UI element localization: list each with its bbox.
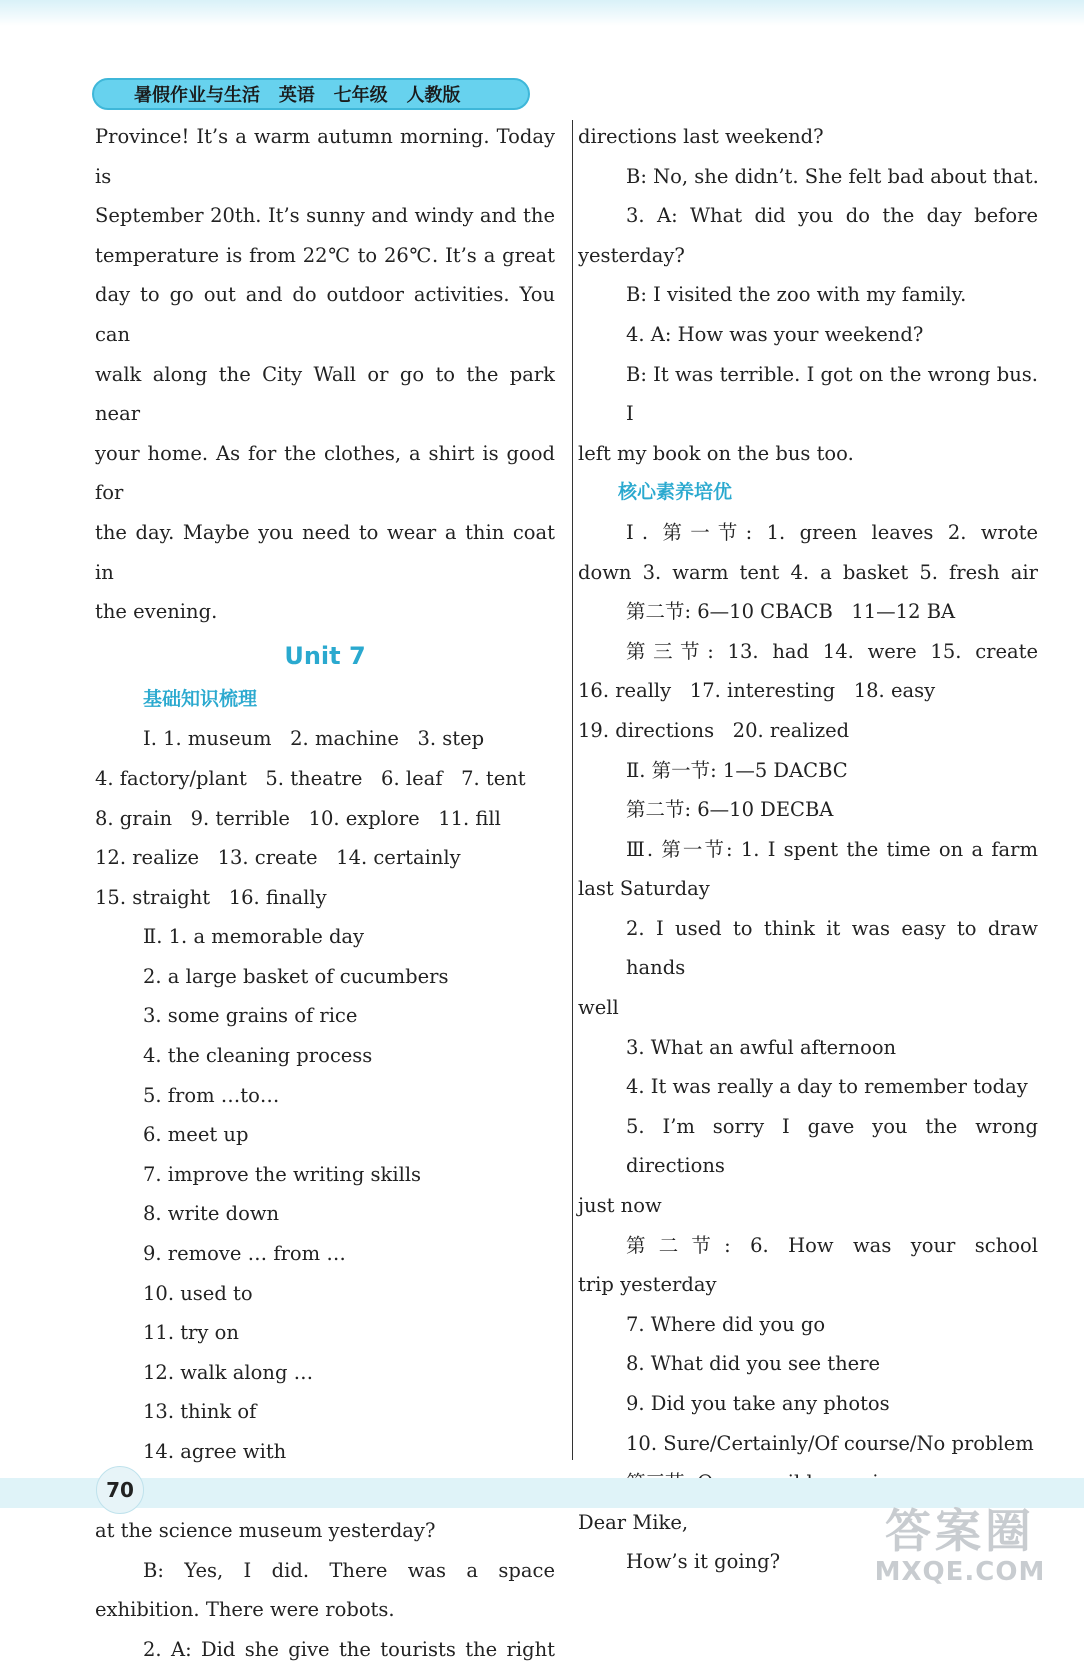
text-line: B: It was terrible. I got on the wrong bus. I: [626, 362, 1038, 426]
list-item: 4. the cleaning process: [143, 1044, 373, 1068]
text-line: directions last weekend?: [578, 125, 824, 148]
text-line: the evening.: [95, 600, 218, 624]
list-item: 7. improve the writing skills: [143, 1162, 422, 1186]
list-item: 11. try on: [143, 1321, 239, 1345]
list-item: 3. some grains of rice: [143, 1004, 358, 1028]
left-column: [95, 117, 555, 1670]
answer-line: 15. straight 16. finally: [95, 885, 327, 909]
header-book-title: 暑假作业与生活: [134, 85, 260, 106]
unit-title: Unit 7: [284, 641, 366, 670]
text-line: yesterday?: [578, 243, 685, 267]
text-line: B: No, she didn’t. She felt bad about that.: [626, 164, 1039, 188]
column-divider: [572, 120, 573, 1460]
watermark-logo: 答案圈: [885, 1504, 1035, 1558]
answer-line: 16. really 17. interesting 18. easy: [578, 679, 936, 703]
answer-line: Ⅱ. 第一节: 1—5 DACBC: [626, 758, 848, 782]
answer-line: Ⅱ. 1. a memorable day: [143, 925, 365, 949]
text-line: Province! It’s a warm autumn morning. Today is: [95, 125, 555, 188]
header-edition: 人教版: [406, 85, 461, 106]
text-line: 3. A: What did you do the day before: [626, 204, 1038, 228]
text-line: September 20th. It’s sunny and windy and the: [95, 204, 555, 228]
text-line: walk along the City Wall or go to the park near: [95, 362, 555, 426]
page-number: 70: [96, 1466, 144, 1514]
answer-line: 第二节: 6. How was your school: [626, 1233, 1038, 1257]
top-decor-band: [0, 0, 1084, 26]
watermark: [845, 1505, 1075, 1593]
list-item: 13. think of: [143, 1400, 257, 1424]
text-line: temperature is from 22℃ to 26℃. It’s a great: [95, 243, 555, 267]
answer-line: 2. I used to think it was easy to draw hands: [626, 916, 1038, 980]
text-line: 4. A: How was your weekend?: [626, 322, 924, 346]
answer-line: Ⅰ. 1. museum 2. machine 3. step: [143, 727, 485, 751]
answer-line: B: Yes, I did. There was a space: [143, 1558, 555, 1582]
answer-line: 7. Where did you go: [626, 1312, 826, 1336]
answer-line: Ⅲ. 第一节: 1. I spent the time on a farm: [626, 837, 1038, 861]
answer-line: Ⅰ. 第一节: 1. green leaves 2. wrote: [626, 520, 1038, 544]
answer-line: 第二节: 6—10 CBACB 11—12 BA: [626, 600, 956, 624]
answer-line: 4. factory/plant 5. theatre 6. leaf 7. tent: [95, 766, 526, 790]
answer-line: 8. grain 9. terrible 10. explore 11. fill: [95, 806, 501, 830]
header-subject: 英语: [278, 85, 315, 106]
text-line: B: I visited the zoo with my family.: [626, 283, 967, 307]
section-title-basic: 基础知识梳理: [143, 687, 258, 710]
answer-line: 3. What an awful afternoon: [626, 1035, 897, 1059]
right-column: [578, 117, 1038, 1582]
list-item: 8. write down: [143, 1202, 280, 1226]
text-line: your home. As for the clothes, a shirt is good for: [95, 441, 555, 505]
list-item: 9. remove … from …: [143, 1242, 346, 1266]
text-line: the day. Maybe you need to wear a thin coat in: [95, 520, 555, 584]
text-line: left my book on the bus too.: [578, 441, 854, 465]
answer-line: 4. It was really a day to remember today: [626, 1075, 1028, 1099]
answer-line: 第二节: 6—10 DECBA: [626, 798, 834, 822]
answer-line: 第三节: 13. had 14. were 15. create: [626, 639, 1038, 663]
list-item: 14. agree with: [143, 1440, 287, 1463]
answer-line: just now: [578, 1194, 662, 1218]
answer-line: 12. realize 13. create 14. certainly: [95, 846, 461, 870]
answer-line: 8. What did you see there: [626, 1352, 881, 1376]
answer-line: 2. A: Did she give the tourists the right: [143, 1637, 555, 1661]
answer-line: 5. I’m sorry I gave you the wrong directions: [626, 1114, 1038, 1178]
list-item: 2. a large basket of cucumbers: [143, 964, 449, 988]
letter-greeting: Dear Mike,: [578, 1510, 689, 1534]
answer-line: exhibition. There were robots.: [95, 1598, 395, 1622]
answer-line: trip yesterday: [578, 1273, 717, 1297]
answer-line: 9. Did you take any photos: [626, 1392, 890, 1415]
list-item: 5. from …to…: [143, 1083, 280, 1107]
answer-line: well: [578, 996, 619, 1020]
answer-line: at the science museum yesterday?: [95, 1519, 436, 1543]
text-line: day to go out and do outdoor activities. You can: [95, 283, 555, 346]
header-grade: 七年级: [333, 85, 388, 106]
answer-line: 10. Sure/Certainly/Of course/No problem: [626, 1431, 1034, 1455]
list-item: 12. walk along …: [143, 1360, 314, 1384]
list-item: 10. used to: [143, 1281, 253, 1305]
watermark-url: MXQE.COM: [874, 1557, 1046, 1587]
section-title-core: 核心素养培优: [618, 481, 733, 504]
list-item: 6. meet up: [143, 1123, 249, 1147]
letter-line: How’s it going?: [626, 1550, 781, 1574]
answer-line: down 3. warm tent 4. a basket 5. fresh air: [578, 560, 1038, 584]
answer-line: 19. directions 20. realized: [578, 718, 850, 742]
running-header: [92, 78, 530, 110]
answer-line: last Saturday: [578, 877, 710, 901]
